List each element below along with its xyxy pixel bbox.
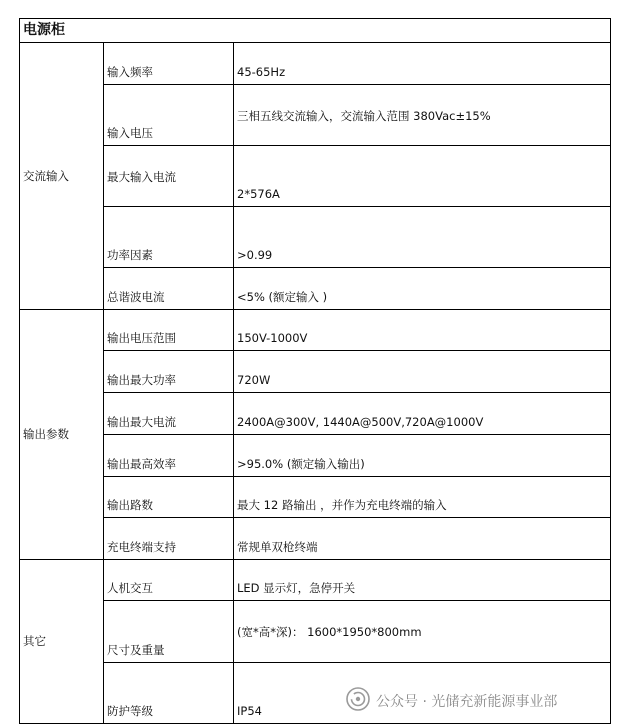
param-label: 输出路数 [104,477,234,518]
table-row [20,310,611,351]
table-title-row [20,19,611,43]
table-row [20,477,611,518]
group-label-ac-input: 交流输入 [20,43,104,310]
param-value: 2400A@300V, 1440A@500V,720A@1000V [234,393,611,435]
param-label: 输出最大电流 [104,393,234,435]
table-row [20,393,611,435]
group-label-other: 其它 [20,560,104,724]
table-row [20,207,611,268]
param-value: >0.99 [234,207,611,268]
param-label: 输出电压范围 [104,310,234,351]
param-label: 输出最高效率 [104,435,234,477]
param-label: 功率因素 [104,207,234,268]
param-value: 150V-1000V [234,310,611,351]
param-label: 输入频率 [104,43,234,85]
param-label: 人机交互 [104,560,234,601]
param-label: 防护等级 [104,663,234,724]
watermark [346,688,631,714]
table-row [20,85,611,146]
param-value: 45-65Hz [234,43,611,85]
param-label: 总谐波电流 [104,268,234,310]
param-label: 充电终端支持 [104,518,234,560]
param-value: 2*576A [234,146,611,207]
param-value: LED 显示灯，急停开关 [234,560,611,601]
table-row [20,268,611,310]
param-label: 尺寸及重量 [104,601,234,663]
watermark-text: 公众号 · 光储充新能源事业部 [376,694,558,710]
table-row [20,43,611,85]
param-value: 720W [234,351,611,393]
table-row [20,560,611,601]
table-row [20,351,611,393]
table-row [20,435,611,477]
param-value: 三相五线交流输入，交流输入范围 380Vac±15% [234,85,611,146]
table-row [20,518,611,560]
power-cabinet-spec-table [19,18,611,724]
param-value: IP54 [234,663,611,724]
param-value: >95.0% (额定输入输出) [234,435,611,477]
param-value: (宽*高*深)： 1600*1950*800mm [234,601,611,663]
param-value: 常规单双枪终端 [234,518,611,560]
wechat-official-account-icon [346,687,370,715]
param-label: 输入电压 [104,85,234,146]
param-label: 最大输入电流 [104,146,234,207]
table-row [20,146,611,207]
table-row [20,601,611,663]
param-value: 最大 12 路输出 ，并作为充电终端的输入 [234,477,611,518]
group-label-output: 输出参数 [20,310,104,560]
param-value: <5% (额定输入 ) [234,268,611,310]
table-title: 电源柜 [20,19,611,43]
param-label: 输出最大功率 [104,351,234,393]
